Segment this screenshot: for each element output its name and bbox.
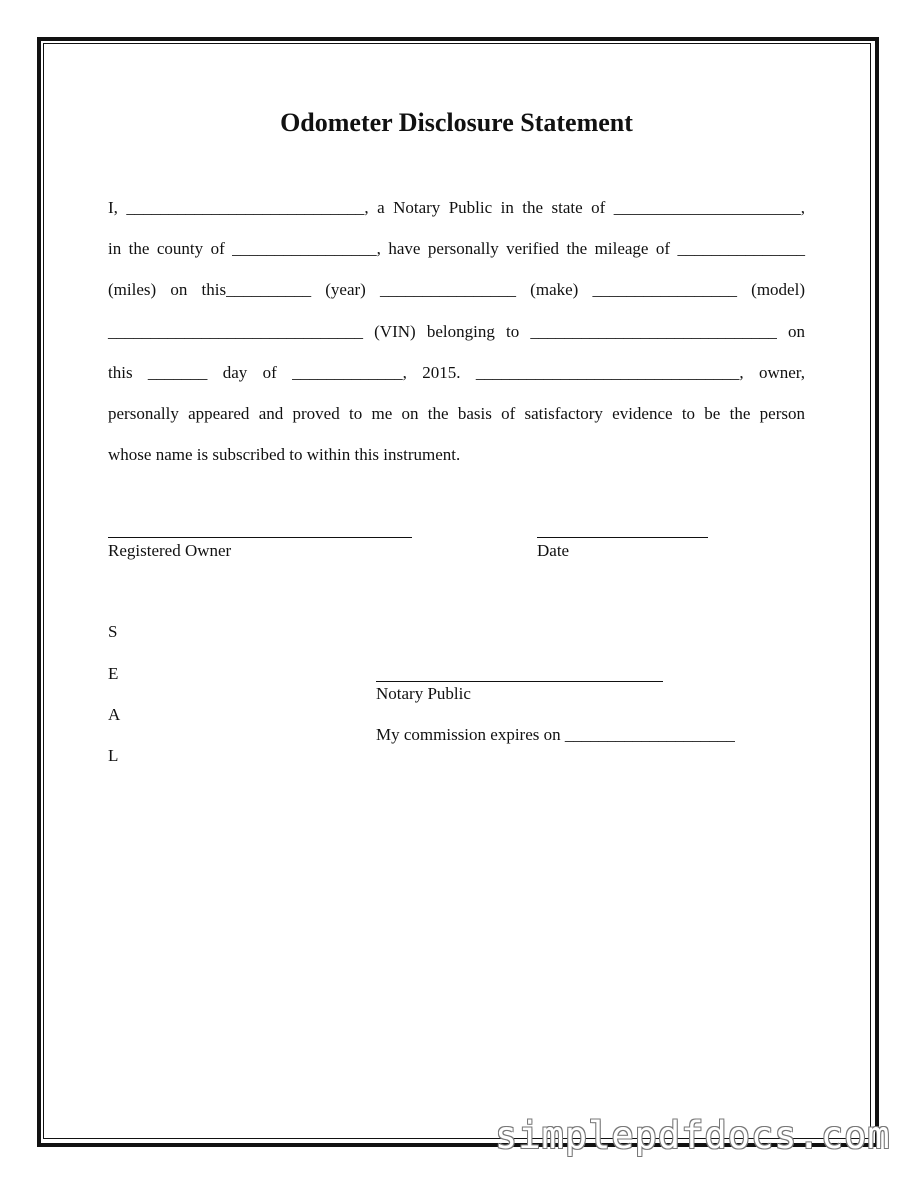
date-signature-line (537, 537, 708, 538)
statement-line-2: in the county of _________________, have personally verified the mileage of _______________ (108, 239, 805, 259)
notary-signature-line (376, 681, 663, 682)
notary-signature-label: Notary Public (376, 684, 471, 703)
seal-letter-s: S (108, 622, 118, 641)
statement-paragraph (108, 187, 805, 475)
statement-line-4: ______________________________ (VIN) belonging to _____________________________ on (108, 321, 805, 341)
statement-line-6: personally appeared and proved to me on the basis of satisfactory evidence to be the person (108, 404, 805, 424)
seal-letter-l: L (108, 746, 119, 765)
date-signature-label: Date (537, 541, 570, 560)
watermark: simplepdfdocs.com (495, 1114, 891, 1157)
commission-expiry: My commission expires on ____________________ (376, 725, 735, 744)
owner-signature-label: Registered Owner (108, 541, 232, 560)
statement-line-1: I, ____________________________, a Notary Public in the state of ______________________, (108, 198, 805, 217)
seal-letter-e: E (108, 664, 119, 683)
statement-line-3: (miles) on this__________ (year) ________________ (make) _________________ (model) (108, 280, 805, 300)
document-title: Odometer Disclosure Statement (280, 108, 633, 137)
statement-line-7: whose name is subscribed to within this instrument. (108, 445, 461, 465)
seal-letter-a: A (108, 705, 121, 724)
owner-signature-line (108, 537, 412, 538)
statement-line-5: this _______ day of _____________, 2015. _______________________________, owner, (108, 362, 805, 382)
